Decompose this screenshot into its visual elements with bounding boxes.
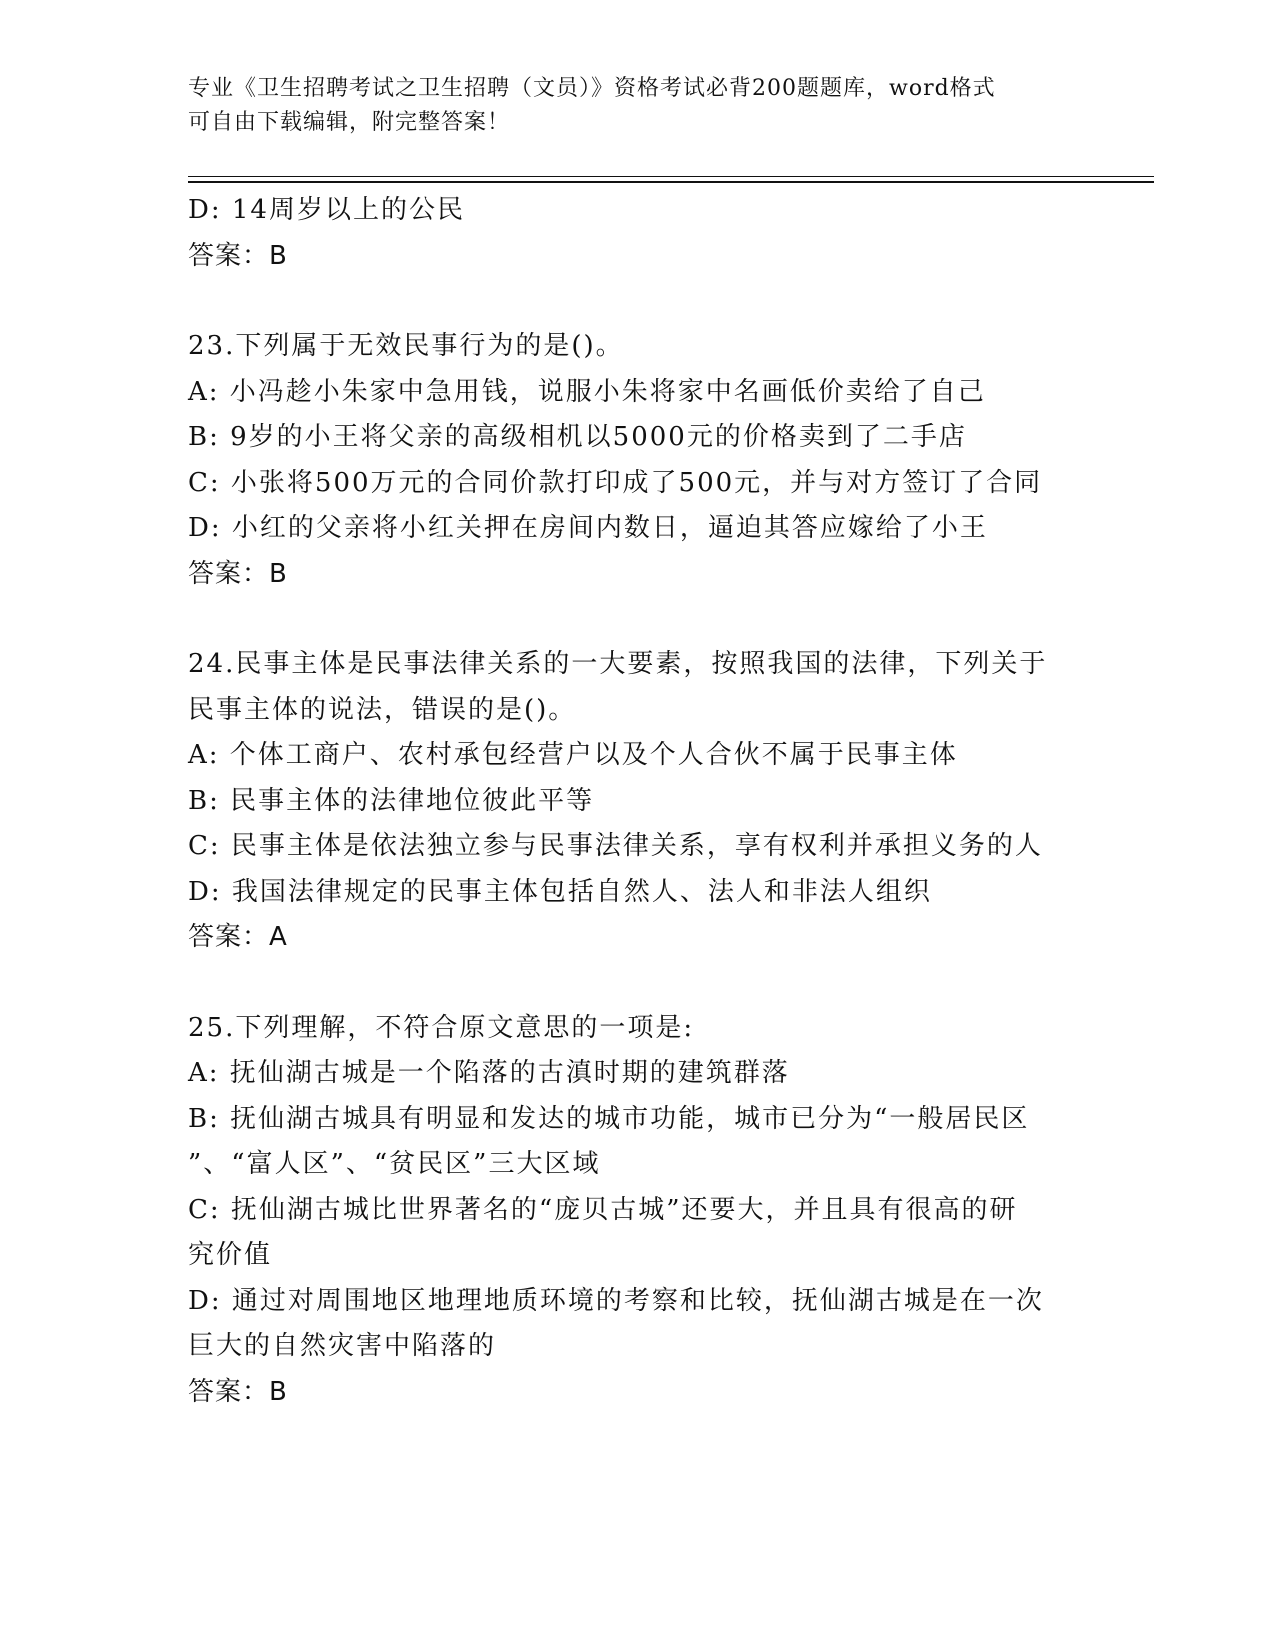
option-a: A: 小冯趁小朱家中急用钱，说服小朱将家中名画低价卖给了自己 bbox=[188, 376, 986, 407]
option-a: A: 抚仙湖古城是一个陷落的古滇时期的建筑群落 bbox=[188, 1058, 790, 1088]
header-divider-thin bbox=[188, 176, 1154, 177]
spacer bbox=[188, 961, 1068, 1006]
spacer bbox=[188, 597, 1068, 642]
question-22-tail bbox=[188, 188, 1068, 279]
document-header bbox=[188, 72, 1068, 140]
option-d-line-1: D: 通过对周围地区地理地质环境的考察和比较，抚仙湖古城是在一次 bbox=[188, 1285, 1044, 1316]
answer-line: 答案：B bbox=[188, 558, 288, 589]
option-d: D: 14周岁以上的公民 bbox=[188, 195, 465, 225]
header-title-line-2: 可自由下载编辑，附完整答案！ bbox=[188, 110, 511, 135]
header-title-line-1: 专业《卫生招聘考试之卫生招聘（文员）》资格考试必背200题题库，word格式 bbox=[188, 76, 996, 101]
option-d: D: 小红的父亲将小红关押在房间内数日，逼迫其答应嫁给了小王 bbox=[188, 513, 988, 543]
header-divider-thick bbox=[188, 181, 1154, 183]
question-24 bbox=[188, 642, 1068, 961]
question-25 bbox=[188, 1006, 1068, 1416]
spacer bbox=[188, 279, 1068, 324]
option-a: A: 个体工商户、农村承包经营户以及个人合伙不属于民事主体 bbox=[188, 740, 958, 770]
option-d: D: 我国法律规定的民事主体包括自然人、法人和非法人组织 bbox=[188, 876, 932, 907]
question-list bbox=[188, 188, 1068, 1415]
answer-line: 答案：B bbox=[188, 1376, 288, 1407]
option-b: B: 9岁的小王将父亲的高级相机以5000元的价格卖到了二手店 bbox=[188, 422, 967, 452]
question-stem: 23.下列属于无效民事行为的是()。 bbox=[188, 331, 624, 361]
option-b-line-1: B: 抚仙湖古城具有明显和发达的城市功能，城市已分为“一般居民区 bbox=[188, 1103, 1030, 1134]
question-23 bbox=[188, 324, 1068, 597]
question-stem-line-1: 24.民事主体是民事法律关系的一大要素，按照我国的法律，下列关于 bbox=[188, 649, 1048, 679]
option-c: C: 民事主体是依法独立参与民事法律关系，享有权利并承担义务的人 bbox=[188, 831, 1043, 861]
question-stem: 25.下列理解，不符合原文意思的一项是: bbox=[188, 1012, 695, 1043]
answer-line: 答案：B bbox=[188, 240, 288, 271]
option-d-line-2: 巨大的自然灾害中陷落的 bbox=[188, 1331, 497, 1361]
option-c-line-1: C: 抚仙湖古城比世界著名的“庞贝古城”还要大，并且具有很高的研 bbox=[188, 1194, 1018, 1225]
question-stem-line-2: 民事主体的说法，错误的是()。 bbox=[188, 694, 577, 725]
answer-line: 答案：A bbox=[188, 922, 288, 952]
option-b-line-2: ”、“富人区”、“贫民区”三大区域 bbox=[188, 1149, 601, 1179]
option-b: B: 民事主体的法律地位彼此平等 bbox=[188, 785, 595, 816]
option-c-line-2: 究价值 bbox=[188, 1240, 273, 1270]
option-c: C: 小张将500万元的合同价款打印成了500元，并与对方签订了合同 bbox=[188, 467, 1043, 498]
